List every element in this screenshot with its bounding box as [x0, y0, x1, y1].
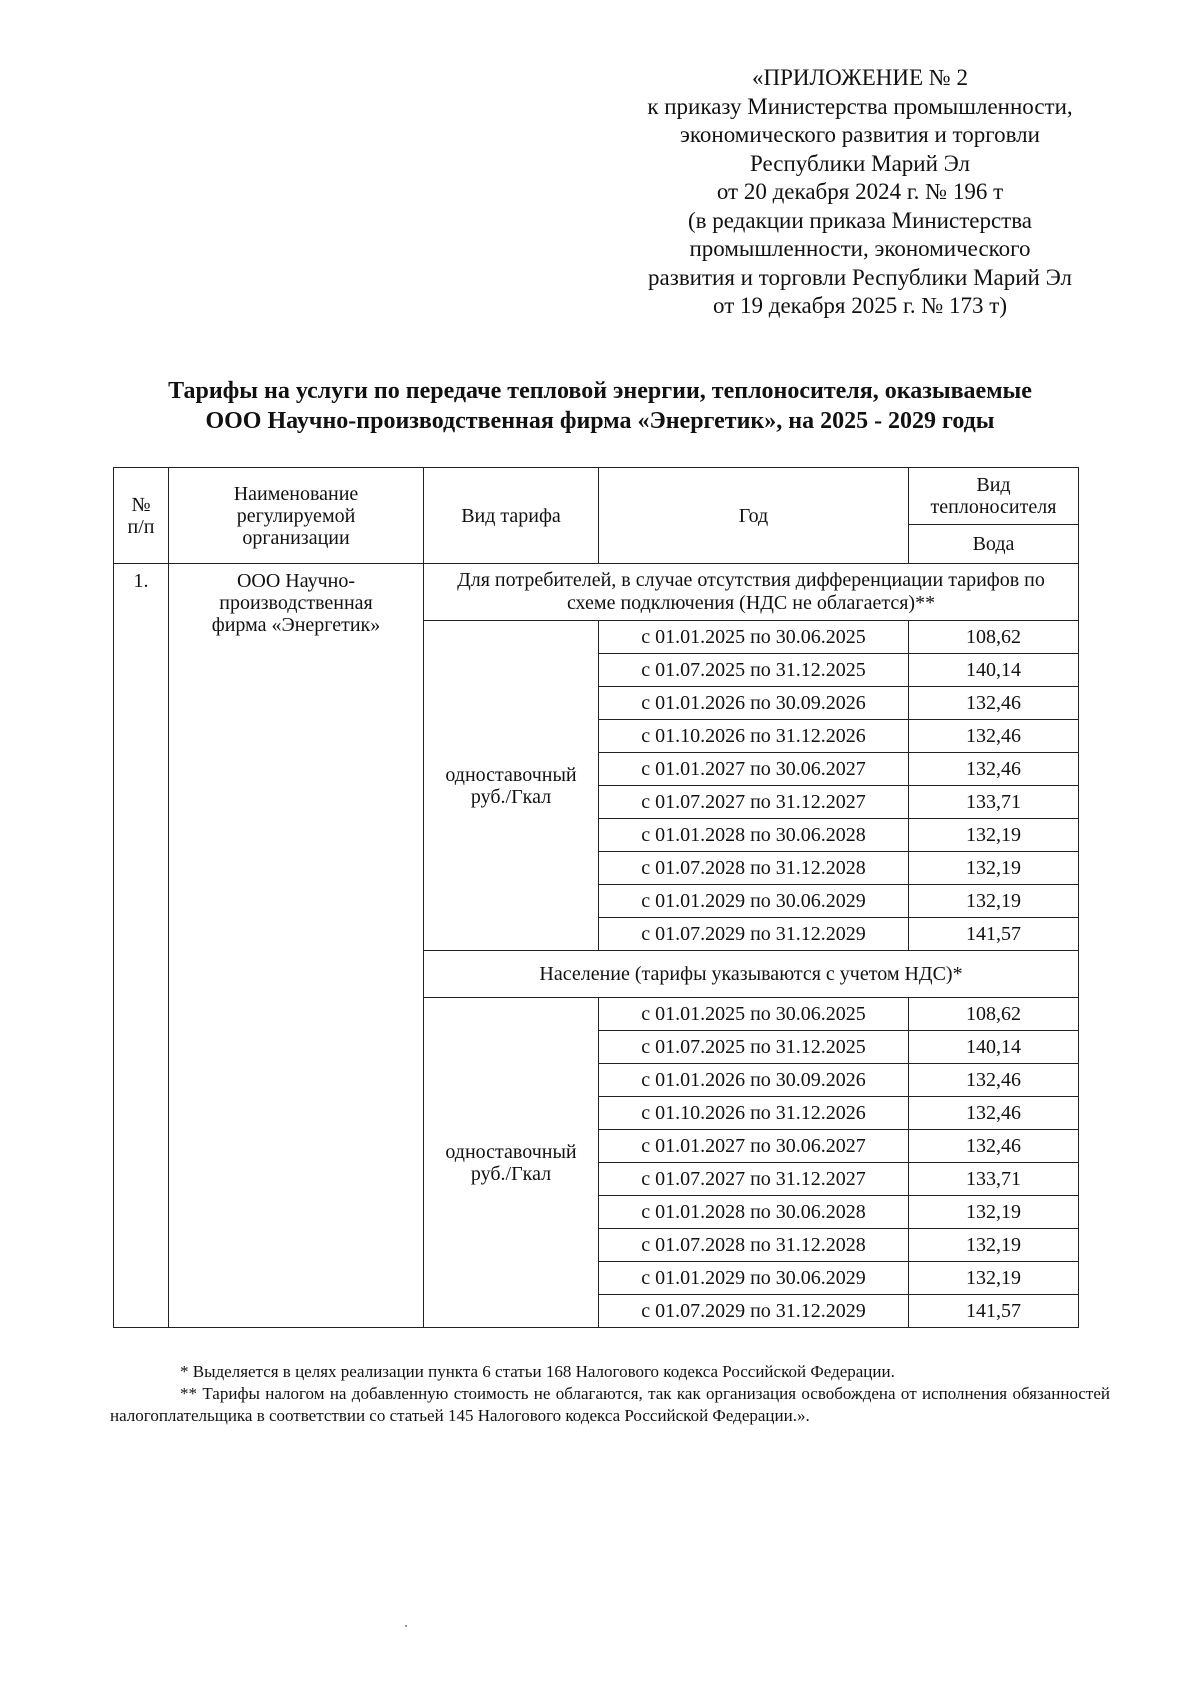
period-cell: с 01.01.2025 по 30.06.2025 [599, 621, 909, 654]
value-cell: 132,19 [909, 1229, 1079, 1262]
appendix-line: Республики Марий Эл [749, 150, 971, 176]
period-cell: с 01.10.2026 по 31.12.2026 [599, 720, 909, 753]
section-heading: Для потребителей, в случае отсутствия дифференциации тарифов по схеме подключения (НДС не облагается)** [424, 564, 1079, 621]
period-cell: с 01.01.2026 по 30.09.2026 [599, 1064, 909, 1097]
period-cell: с 01.07.2025 по 31.12.2025 [599, 654, 909, 687]
period-cell: с 01.01.2027 по 30.06.2027 [599, 1130, 909, 1163]
tariff-type: одноставочный руб./Гкал [424, 998, 599, 1328]
value-cell: 141,57 [909, 918, 1079, 951]
period-cell: с 01.07.2027 по 31.12.2027 [599, 786, 909, 819]
value-cell: 132,46 [909, 753, 1079, 786]
scan-dot [405, 1625, 407, 1627]
period-cell: с 01.07.2025 по 31.12.2025 [599, 1031, 909, 1064]
organization-name: ООО Научно-производственная фирма «Энергетик» [169, 564, 424, 1328]
appendix-line: от 20 декабря 2024 г. № 196 т [716, 179, 1004, 204]
period-cell: с 01.01.2026 по 30.09.2026 [599, 687, 909, 720]
value-cell: 133,71 [909, 786, 1079, 819]
footnotes [110, 1361, 1110, 1427]
value-cell: 132,19 [909, 819, 1079, 852]
row-number: 1. [114, 564, 169, 1328]
period-cell: с 01.07.2028 по 31.12.2028 [599, 1229, 909, 1262]
header-tariff-type: Вид тарифа [424, 468, 599, 564]
value-cell: 133,71 [909, 1163, 1079, 1196]
appendix-line: «ПРИЛОЖЕНИЕ № 2 [751, 65, 969, 90]
value-cell: 132,19 [909, 852, 1079, 885]
document-title [80, 376, 1120, 436]
period-cell: с 01.07.2028 по 31.12.2028 [599, 852, 909, 885]
period-cell: с 01.07.2027 по 31.12.2027 [599, 1163, 909, 1196]
value-cell: 132,46 [909, 1064, 1079, 1097]
period-cell: с 01.01.2025 по 30.06.2025 [599, 998, 909, 1031]
appendix-line: от 19 декабря 2025 г. № 173 т) [713, 293, 1007, 318]
footnote-2: ** Тарифы налогом на добавленную стоимость не облагаются, так как организация освобождена от исполнения обязанностей налогоплательщика в соответствии со статьей 145 Налогового кодекса Российской Федерации.». [110, 1384, 1110, 1425]
value-cell: 140,14 [909, 654, 1079, 687]
value-cell: 132,19 [909, 1196, 1079, 1229]
header-year: Год [599, 468, 909, 564]
appendix-line: к приказу Министерства промышленности, [647, 93, 1073, 119]
value-cell: 108,62 [909, 998, 1079, 1031]
footnote-1: * Выделяется в целях реализации пункта 6 статьи 168 Налогового кодекса Российской Федерации. [180, 1362, 895, 1381]
title-line: ООО Научно-производственная фирма «Энергетик», на 2025 - 2029 годы [205, 408, 995, 434]
header-organization: Наименование регулируемой организации [169, 468, 424, 564]
period-cell: с 01.01.2029 по 30.06.2029 [599, 885, 909, 918]
tariff-type: одноставочный руб./Гкал [424, 621, 599, 951]
section-heading: Население (тарифы указываются с учетом НДС)* [424, 951, 1079, 998]
appendix-line: экономического развития и торговли [680, 122, 1040, 147]
period-cell: с 01.01.2029 по 30.06.2029 [599, 1262, 909, 1295]
period-cell: с 01.01.2028 по 30.06.2028 [599, 1196, 909, 1229]
header-carrier: Вид теплоносителя [909, 468, 1079, 525]
value-cell: 132,19 [909, 885, 1079, 918]
header-water: Вода [909, 525, 1079, 564]
value-cell: 140,14 [909, 1031, 1079, 1064]
appendix-line: (в редакции приказа Министерства [687, 207, 1032, 233]
period-cell: с 01.01.2028 по 30.06.2028 [599, 819, 909, 852]
tariff-table [113, 467, 1079, 1328]
period-cell: с 01.01.2027 по 30.06.2027 [599, 753, 909, 786]
period-cell: с 01.10.2026 по 31.12.2026 [599, 1097, 909, 1130]
header-number: № п/п [114, 468, 169, 564]
value-cell: 132,19 [909, 1262, 1079, 1295]
appendix-header [620, 64, 1100, 321]
title-line: Тарифы на услуги по передаче тепловой энергии, теплоносителя, оказываемые [168, 378, 1032, 404]
value-cell: 132,46 [909, 687, 1079, 720]
value-cell: 108,62 [909, 621, 1079, 654]
appendix-line: промышленности, экономического [689, 236, 1031, 261]
period-cell: с 01.07.2029 по 31.12.2029 [599, 918, 909, 951]
value-cell: 141,57 [909, 1295, 1079, 1328]
value-cell: 132,46 [909, 1097, 1079, 1130]
value-cell: 132,46 [909, 1130, 1079, 1163]
value-cell: 132,46 [909, 720, 1079, 753]
appendix-line: развития и торговли Республики Марий Эл [648, 264, 1072, 290]
period-cell: с 01.07.2029 по 31.12.2029 [599, 1295, 909, 1328]
